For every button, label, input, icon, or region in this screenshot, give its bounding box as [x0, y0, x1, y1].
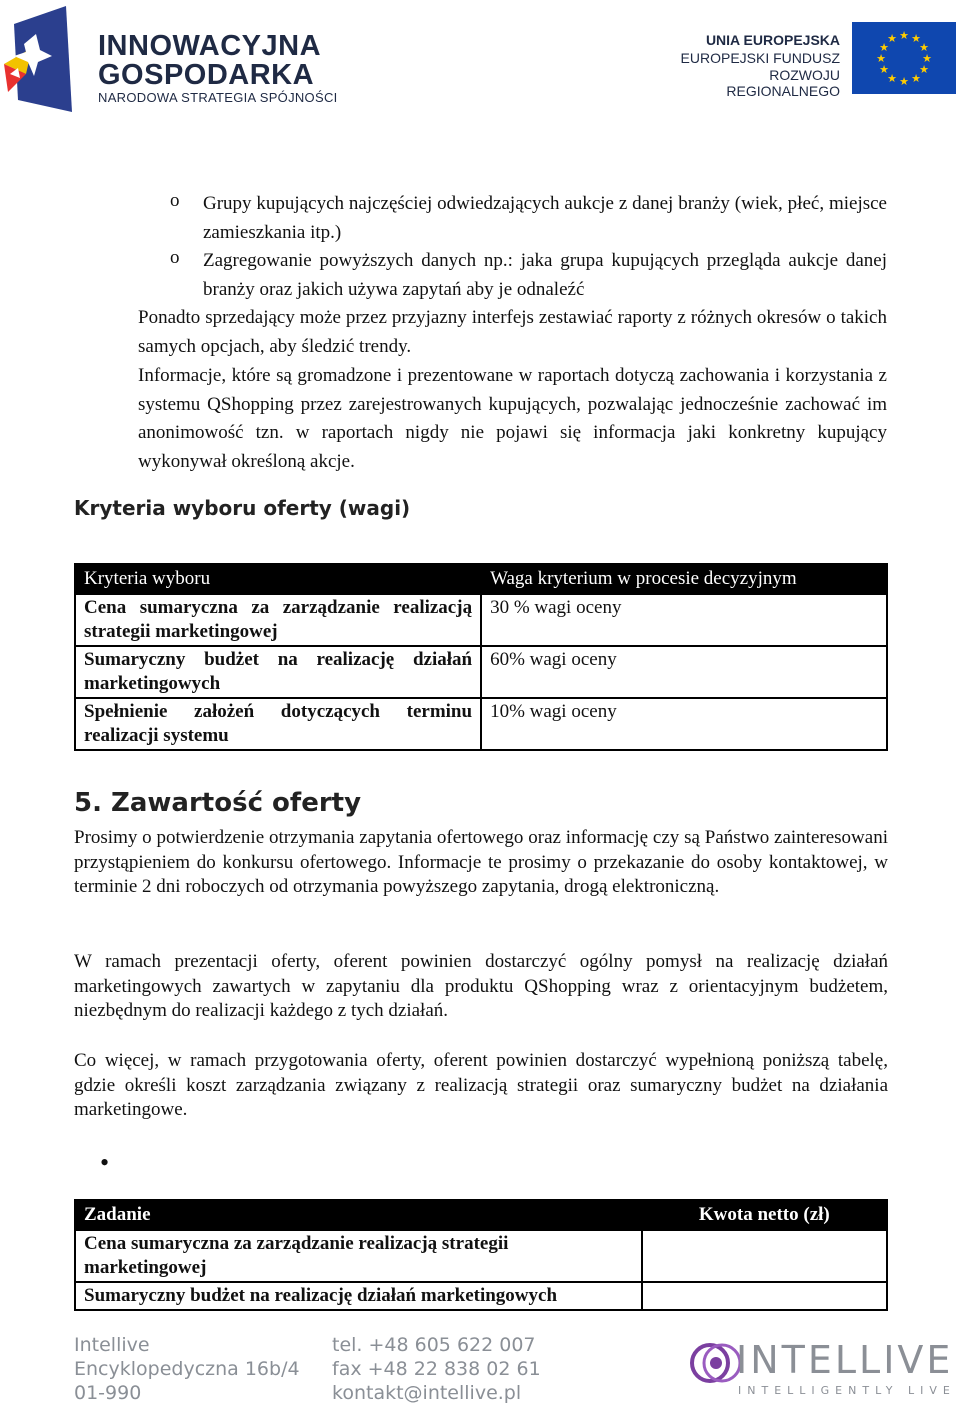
criterion-cell: Cena sumaryczna za zarządzanie realizacją strategii marketingowej — [75, 594, 481, 646]
weight-header-cell: Waga kryterium w procesie decyzyjnym — [481, 564, 887, 594]
criteria-header-cell: Kryteria wyboru — [75, 564, 481, 594]
innowacyjna-gospodarka-logo — [4, 4, 344, 114]
table-row — [75, 698, 887, 750]
task-cell: Cena sumaryczna za zarządzanie realizacją strategii marketingowej — [75, 1230, 642, 1282]
table-row — [75, 1282, 887, 1310]
svg-text:★: ★ — [919, 63, 929, 76]
bullet-marker-1: o — [170, 190, 180, 211]
criteria-heading: Kryteria wyboru oferty (wagi) — [74, 496, 411, 520]
section-5-paragraph-3: Co więcej, w ramach przygotowania oferty, oferent powinien dostarczyć wypełnioną poniższą tabelę, gdzie określi koszt zarządzania związany z realizacją strategii oraz sumaryczny budżet na działania marketingowe. — [74, 1050, 888, 1120]
table-row — [75, 646, 887, 698]
weight-cell: 10% wagi oceny — [481, 698, 887, 750]
criteria-table — [74, 563, 888, 751]
task-header-cell: Zadanie — [75, 1200, 642, 1230]
svg-text:★: ★ — [899, 29, 909, 42]
section-5-heading: 5. Zawartość oferty — [74, 788, 362, 818]
innowacyjna-gospodarka-emblem-icon — [4, 4, 84, 114]
intellive-logo-word: INTELLIVE — [736, 1338, 954, 1382]
amount-cell — [642, 1230, 887, 1282]
footer-address — [74, 1333, 300, 1405]
eu-logo-line-2: EUROPEJSKI FUNDUSZ — [680, 50, 840, 66]
weight-cell: 60% wagi oceny — [481, 646, 887, 698]
svg-text:★: ★ — [876, 52, 886, 65]
eu-logo-line-3: ROZWOJU REGIONALNEGO — [726, 67, 840, 99]
logo-line-1: INNOWACYJNA — [98, 30, 322, 62]
svg-text:★: ★ — [879, 41, 889, 54]
criterion-cell: Sumaryczny budżet na realizację działań marketingowych — [75, 646, 481, 698]
budget-table-header — [75, 1200, 887, 1230]
svg-text:★: ★ — [911, 72, 921, 85]
criteria-table-header — [75, 564, 887, 594]
svg-text:★: ★ — [887, 72, 897, 85]
table-row — [75, 594, 887, 646]
footer-fax: fax +48 22 838 02 61 — [332, 1358, 541, 1380]
bullet-marker-2: o — [170, 247, 180, 268]
logo-line-3: NARODOWA STRATEGIA SPÓJNOŚCI — [98, 90, 338, 105]
empty-bullet: • — [100, 1148, 110, 1177]
eu-logo — [655, 22, 955, 99]
task-cell: Sumaryczny budżet na realizację działań marketingowych — [75, 1282, 642, 1310]
amount-header-cell: Kwota netto (zł) — [642, 1200, 887, 1230]
svg-text:★: ★ — [922, 52, 932, 65]
intro-bullet-2: Zagregowanie powyższych danych np.: jaka grupa kupujących przegląda aukcje danej branży oraz jakich używa zapytań aby je odnaleźć — [203, 250, 887, 300]
footer-contact — [332, 1333, 541, 1405]
svg-text:★: ★ — [919, 41, 929, 54]
logo-line-2: GOSPODARKA — [98, 59, 315, 91]
svg-text:★: ★ — [911, 32, 921, 45]
section-5-paragraph-2: W ramach prezentacji oferty, oferent powinien dostarczyć ogólny pomysł na realizację działań marketingowych zawartych w zapytaniu dla produktu QShopping wraz z orientacyjnym budżetem, niezbędnym do realizacji każdego z tych działań. — [74, 951, 888, 1021]
footer-postal: 01-990 — [74, 1382, 142, 1404]
table-row — [75, 1230, 887, 1282]
budget-table — [74, 1199, 888, 1311]
intro-paragraph-2: Informacje, które są gromadzone i prezentowane w raportach dotyczą zachowania i korzystania z systemu QShopping przez zarejestrowanych kupujących, pozwalając jednocześnie zachować im anonimowość tzn. w raportach nigdy nie pojawi się informacja jaki konkretny kupujący wykonywał określoną akcje. — [138, 365, 887, 472]
footer-company: Intellive — [74, 1334, 150, 1356]
criterion-cell: Spełnienie założeń dotyczących terminu realizacji systemu — [75, 698, 481, 750]
weight-cell: 30 % wagi oceny — [481, 594, 887, 646]
footer-email[interactable]: kontakt@intellive.pl — [332, 1382, 522, 1404]
eu-logo-line-1: UNIA EUROPEJSKA — [705, 32, 840, 48]
svg-text:★: ★ — [879, 63, 889, 76]
intellive-logo — [688, 1338, 958, 1400]
footer-tel: tel. +48 605 622 007 — [332, 1334, 536, 1356]
svg-text:★: ★ — [899, 75, 909, 88]
section-5-paragraph-1: Prosimy o potwierdzenie otrzymania zapytania ofertowego oraz informację czy są Państwo zainteresowani przystąpieniem do konkursu ofertowego. Informacje te prosimy o przekazanie do osoby kontaktowej, w terminie 2 dni roboczych od otrzymania powyższego zapytania, drogą elektroniczną. — [74, 827, 888, 897]
intro-paragraph-1: Ponadto sprzedający może przez przyjazny interfejs zestawiać raporty z różnych okresów o takich samych opcjach, aby śledzić trendy. — [138, 307, 887, 357]
eu-flag-icon — [852, 22, 956, 94]
amount-cell — [642, 1282, 887, 1310]
intellive-logo-tagline: INTELLIGENTLY LIVE — [738, 1384, 956, 1397]
intro-bullet-1: Grupy kupujących najczęściej odwiedzających aukcje z danej branży (wiek, płeć, miejsce zamieszkania itp.) — [203, 193, 887, 243]
svg-text:★: ★ — [887, 32, 897, 45]
footer-street: Encyklopedyczna 16b/4 — [74, 1358, 300, 1380]
